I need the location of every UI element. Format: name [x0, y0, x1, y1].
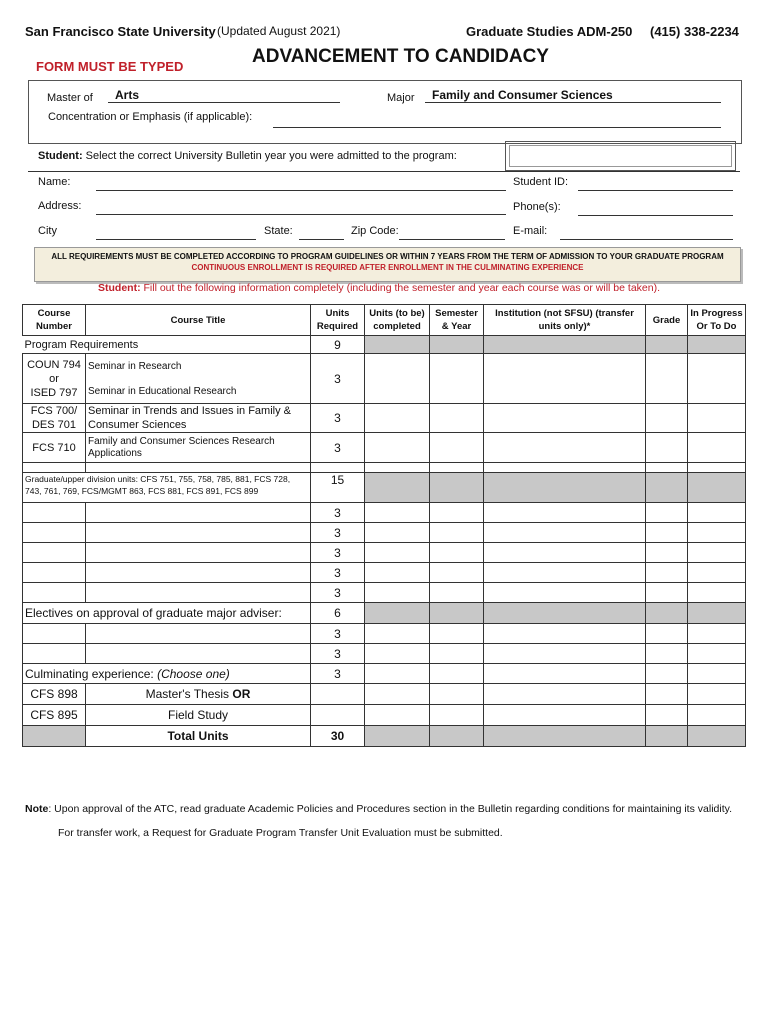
table-row [23, 726, 746, 747]
table-row [23, 463, 746, 473]
table-row [23, 404, 746, 433]
units-cell: 9 [311, 336, 365, 354]
state-label: State: [264, 225, 293, 237]
units-cell: 3 [311, 664, 365, 684]
concentration-label: Concentration or Emphasis (if applicable): [48, 111, 253, 123]
col-units-required: Units Required [311, 305, 365, 336]
banner-line-1: ALL REQUIREMENTS MUST BE COMPLETED ACCORDING TO PROGRAM GUIDELINES OR WITHIN 7 YEARS FROM THE TERM OF ADMISSION TO YOUR GRADUATE PROGRAM [51, 252, 724, 261]
course-number-cell: FCS 710 [23, 433, 86, 463]
col-grade: Grade [646, 305, 688, 336]
table-instruction: Student: Fill out the following information completely (including the semester and year each course was or will be taken). [98, 282, 660, 294]
zip-field[interactable] [399, 239, 505, 240]
units-cell: 3 [311, 354, 365, 404]
units-cell: 3 [311, 644, 365, 664]
email-field[interactable] [560, 239, 733, 240]
table-row [23, 705, 746, 726]
units-cell: 3 [311, 503, 365, 523]
course-title-cell: Seminar in Research Seminar in Educational Research [86, 354, 311, 404]
total-units-label: Total Units [86, 726, 311, 747]
col-units-completed: Units (to be) completed [365, 305, 430, 336]
banner-line-2: CONTINUOUS ENROLLMENT IS REQUIRED AFTER ENROLLMENT IN THE CULMINATING EXPERIENCE [191, 263, 584, 272]
bulletin-prompt: Student: Select the correct University Bulletin year you were admitted to the program: [38, 150, 457, 162]
table-row [23, 354, 746, 404]
major-line [425, 102, 721, 103]
electives-label: Electives on approval of graduate major adviser: [23, 603, 311, 624]
city-label: City [38, 225, 57, 237]
table-row [23, 523, 746, 543]
table-row [23, 543, 746, 563]
table-row [23, 433, 746, 463]
validity-note: Note: Upon approval of the ATC, read graduate Academic Policies and Procedures section in the Bulletin regarding conditions for maintaining its validity. [25, 803, 733, 815]
table-row [23, 664, 746, 684]
phone-label: Phone(s): [513, 201, 561, 213]
course-number-cell: FCS 700/ DES 701 [23, 404, 86, 433]
requirements-banner [34, 247, 741, 282]
concentration-line[interactable] [273, 127, 721, 128]
state-field[interactable] [299, 239, 344, 240]
address-field[interactable] [96, 214, 506, 215]
units-cell: 3 [311, 624, 365, 644]
units-cell: 3 [311, 433, 365, 463]
course-number-cell: CFS 898 [23, 684, 86, 705]
master-of-line [108, 102, 340, 103]
course-number-cell: CFS 895 [23, 705, 86, 726]
address-label: Address: [38, 200, 82, 212]
updated-date: (Updated August 2021) [217, 24, 341, 38]
name-label: Name: [38, 176, 71, 188]
office-phone: (415) 338-2234 [650, 24, 739, 39]
col-course-title: Course Title [86, 305, 311, 336]
city-field[interactable] [96, 239, 256, 240]
units-cell: 3 [311, 583, 365, 603]
units-cell: 3 [311, 404, 365, 433]
units-cell: 3 [311, 523, 365, 543]
total-units-value: 30 [311, 726, 365, 747]
phone-field[interactable] [578, 215, 733, 216]
table-row [23, 644, 746, 664]
table-row [23, 603, 746, 624]
zip-label: Zip Code: [351, 225, 399, 237]
form-title: ADVANCEMENT TO CANDIDACY [252, 46, 549, 67]
major-label: Major [387, 92, 415, 104]
table-header-row [23, 305, 746, 336]
student-id-label: Student ID: [513, 176, 569, 188]
table-row [23, 503, 746, 523]
course-title-cell: Family and Consumer Sciences Research Applications [86, 433, 311, 463]
units-cell: 15 [311, 473, 365, 503]
grad-upper-division-label: Graduate/upper division units: CFS 751, 755, 758, 785, 881, FCS 728, 743, 761, 769, FCS/MGMT 863, FCS 881, FCS 891, FCS 899 [23, 473, 311, 503]
units-cell: 3 [311, 563, 365, 583]
divider [28, 171, 740, 172]
units-cell: 3 [311, 543, 365, 563]
col-course-number: Course Number [23, 305, 86, 336]
table-row [23, 336, 746, 354]
program-requirements-label: Program Requirements [23, 336, 311, 354]
table-row [23, 684, 746, 705]
name-field[interactable] [96, 190, 506, 191]
bulletin-year-select[interactable] [505, 141, 736, 171]
transfer-note: For transfer work, a Request for Graduate Program Transfer Unit Evaluation must be submitted. [58, 827, 503, 839]
master-of-label: Master of [47, 92, 93, 104]
course-table [22, 304, 746, 747]
student-id-field[interactable] [578, 190, 733, 191]
col-semester: Semester & Year [430, 305, 484, 336]
must-be-typed-notice: FORM MUST BE TYPED [36, 59, 184, 74]
thesis-option[interactable]: Master's Thesis OR [86, 684, 311, 705]
col-institution: Institution (not SFSU) (transfer units only)* [484, 305, 646, 336]
course-title-cell: Seminar in Trends and Issues in Family & Consumer Sciences [86, 404, 311, 433]
university-name: San Francisco State University [25, 24, 216, 39]
major-value[interactable]: Family and Consumer Sciences [432, 88, 613, 102]
col-in-progress: In Progress Or To Do [688, 305, 746, 336]
table-row [23, 624, 746, 644]
table-row [23, 583, 746, 603]
table-row [23, 563, 746, 583]
course-number-cell: COUN 794 or ISED 797 [23, 354, 86, 404]
email-label: E-mail: [513, 225, 548, 237]
master-of-value[interactable]: Arts [115, 88, 140, 102]
field-study-option[interactable]: Field Study [86, 705, 311, 726]
table-row [23, 473, 746, 503]
office-code: Graduate Studies ADM-250 [466, 24, 633, 39]
units-cell: 6 [311, 603, 365, 624]
culminating-label: Culminating experience: (Choose one) [23, 664, 311, 684]
